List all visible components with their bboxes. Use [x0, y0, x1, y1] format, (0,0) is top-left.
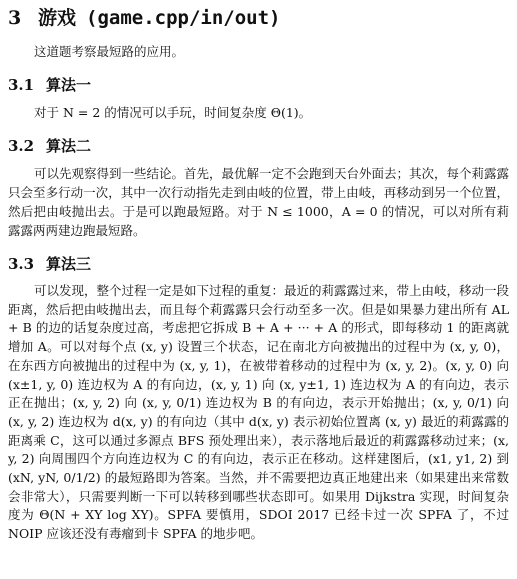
subsection-heading: 算法三 [46, 255, 92, 273]
subsection-heading: 算法二 [46, 137, 92, 155]
subsection-number: 3.2 [8, 137, 35, 155]
subsection-title-3 [8, 254, 509, 274]
subsection-number: 3.1 [8, 76, 35, 94]
subsection-title-1 [8, 75, 509, 95]
subsection-heading: 算法一 [46, 76, 92, 94]
subsection-text-2: 可以先观察得到一些结论。首先，最优解一定不会跑到天台外面去；其次，每个莉露露只会至多行动一次，其中一次行动指先走到由岐的位置，带上由岐，再移动到另一个位置，然后把由岐抛出去。于是可以跑最短路。对于 N ≤ 1000，A = 0 的情况，可以对所有莉露露两两建边跑最短路。 [8, 166, 510, 238]
subsection-title-2 [8, 136, 509, 156]
subsection-text-3: 可以发现，整个过程一定是如下过程的重复：最近的莉露露过来，带上由岐，移动一段距离，然后把由岐抛出去，而且每个莉露露只会行动至多一次。但是如果暴力建出所有 AL + B 的边的话复杂度过高，考虑把它拆成 B + A + ··· + A 的形式，即每移动 1 的距离就增加 A。可以对每个点 (x, y) 设置三个状态，记在南北方向被抛出的过程中为 (x, y, 0)，在东西方向被抛出的过程中为 (x, y, 1)，在被带着移动的过程中为 (x, y, 2)。(x, y, 0) 向 (x±1, y, 0) 连边权为 A 的有向边，(x, y, 1) 向 (x, y±1, 1) 连边权为 A 的有向边，表示正在抛出；(x, y, 2) 向 (x, y, 0/1) 连边权为 B 的有向边，表示开始抛出；(x, y, 0/1) 向 (x, y, 2) 连边权为 d(x, y) 的有向边（其中 d(x, y) 表示初始位置离 (x, y) 最近的莉露露的距离乘 C，这可以通过多源点 BFS 预处理出来），表示落地后最近的莉露露移动过来；(x, y, 2) 向周围四个方向连边权为 C 的有向边，表示正在移动。这样建图后，(x1, y1, 2) 到 (xN, yN, 0/1/2) 的最短路即为答案。当然，并不需要把边真正地建出来（如果建出来常数会非常大），只需要判断一下可以转移到哪些状态即可。如果用 Dijkstra 实现，时间复杂度为 Θ(N + XY log XY)。SPFA 要慎用，SDOI 2017 已经卡过一次 SPFA 了，不过 NOIP 应该还没有毒瘤到卡 SPFA 的地步吧。 [8, 283, 510, 542]
section-intro: 这道题考察最短路的应用。 [34, 44, 185, 59]
section-title-code: (game.cpp/in/out) [86, 7, 281, 29]
section-title-cn: 游戏 [38, 7, 77, 29]
section-number: 3 [8, 7, 22, 29]
subsection-number: 3.3 [8, 255, 35, 273]
section-title [8, 6, 509, 30]
subsection-text-1: 对于 N = 2 的情况可以手玩，时间复杂度 Θ(1)。 [34, 105, 312, 120]
